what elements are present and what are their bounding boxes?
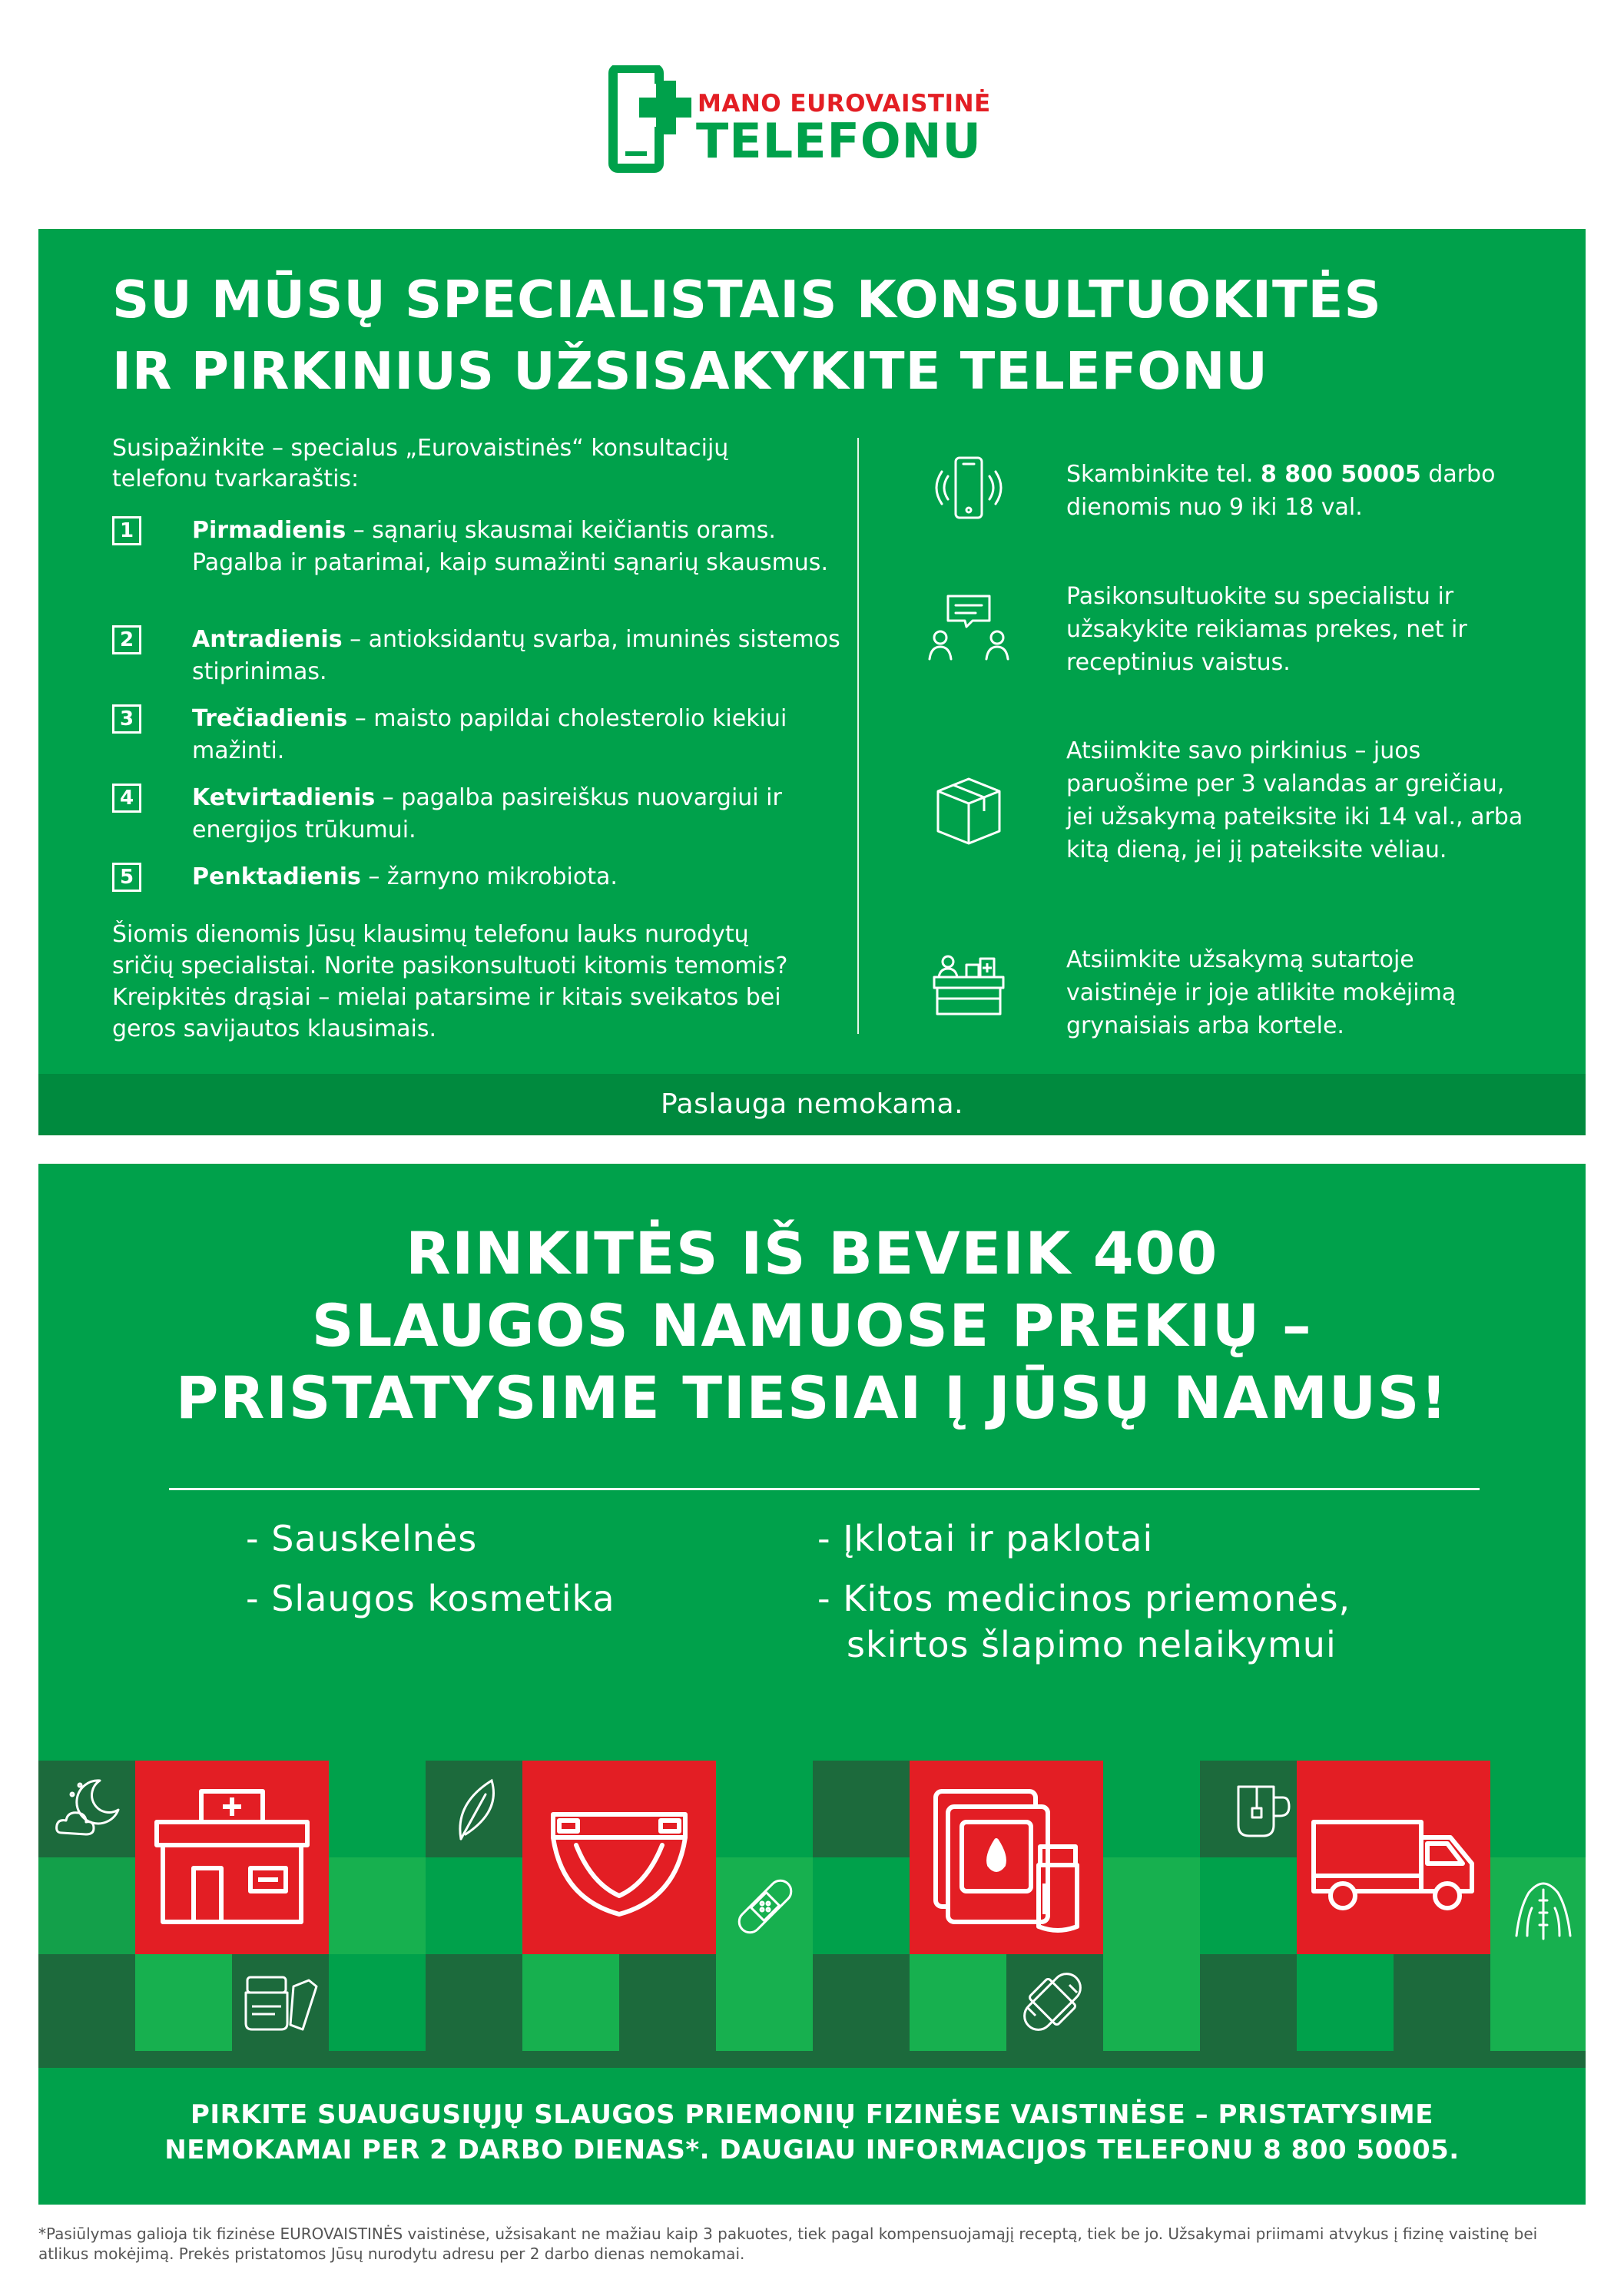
- day-number: 3: [112, 704, 141, 734]
- phone-icon: [926, 449, 1011, 533]
- logo-line2: TELEFONU: [696, 113, 982, 169]
- phone-number: 8 800 50005: [1260, 461, 1421, 488]
- day-topic: – žarnyno mikrobiota.: [360, 863, 618, 890]
- day-number: 1: [112, 516, 141, 545]
- diaper-icon: [522, 1761, 716, 1954]
- schedule-intro: Susipažinkite – specialus „Eurovaistinės“ konsultacijų telefonu tvarkaraštis:: [112, 435, 729, 492]
- footnote: *Pasiūlymas galioja tik fizinėse EUROVAISTINĖS vaistinėse, užsisakant ne mažiau kaip 3 pakuotes, tiek pagal kompensuojamąjį receptą, tiek be jo. Užsakymai priimami atvykus į fizinę vaistinę bei atlikus mokėjimą. Prekės pristatomos Jūsų nurodytu adresu per 2 darbo dienas nemokamai.: [38, 2225, 1538, 2263]
- phone-plus-logo-icon: [607, 65, 691, 173]
- consultation-panel: [38, 229, 1586, 1135]
- home-care-title: [38, 1218, 1586, 1434]
- step-pay: Atsiimkite užsakymą sutartoje vaistinėje ir joje atlikite mokėjimą grynaisiais arba kortele.: [1066, 946, 1457, 1039]
- day-name: Penktadienis: [192, 863, 361, 890]
- day-topic: – maisto papildai cholesterolio kiekiui mažinti.: [192, 705, 787, 764]
- icon-checkerboard: [38, 1761, 1586, 2068]
- free-service-bar: Paslauga nemokama.: [38, 1074, 1586, 1135]
- consultation-title: [112, 264, 1533, 407]
- home-care-footer-line2: NEMOKAMAI PER 2 DARBO DIENAS*. DAUGIAU INFORMACIJOS TELEFONU 8 800 50005.: [164, 2135, 1460, 2165]
- bandage-icon: [728, 1870, 802, 1943]
- delivery-truck-icon: [1297, 1761, 1490, 1954]
- home-care-panel: [38, 1164, 1586, 2205]
- tea-cup-icon: [1228, 1774, 1297, 1844]
- home-care-title-line1: RINKITĖS IŠ BEVEIK 400: [406, 1219, 1218, 1287]
- day-topic: – sąnarių skausmai keičiantis orams. Pagalba ir patarimai, kaip sumažinti sąnarių skausmus.: [192, 517, 828, 576]
- step-pickup: Atsiimkite savo pirkinius – juos paruošime per 3 valandas ar greičiau, jei užsakymą pateiksite iki 14 val., arba kitą dieną, jei jį pateiksite vėliau.: [1066, 737, 1523, 863]
- day-name: Trečiadienis: [192, 705, 348, 732]
- home-care-title-line3: PRISTATYSIME TIESIAI Į JŪSŲ NAMUS!: [175, 1363, 1449, 1432]
- home-care-title-line2: SLAUGOS NAMUOSE PREKIŲ –: [311, 1291, 1313, 1360]
- back-spine-icon: [1509, 1870, 1578, 1943]
- pads-icon: [1013, 1962, 1092, 2042]
- day-name: Antradienis: [192, 626, 343, 653]
- column-divider: [857, 438, 859, 1034]
- step-call: [1066, 458, 1527, 524]
- title-divider: [169, 1488, 1480, 1490]
- product-cosmetics: - Slaugos kosmetika: [246, 1578, 615, 1619]
- day-name: Ketvirtadienis: [192, 784, 376, 811]
- pharmacy-counter-icon: [926, 943, 1011, 1028]
- product-diapers: - Sauskelnės: [246, 1518, 478, 1559]
- product-medical-line2: skirtos šlapimo nelaikymui: [847, 1624, 1337, 1665]
- cosmetics-cream-icon: [240, 1963, 323, 2040]
- day-number: 5: [112, 863, 141, 892]
- product-medical: - Kitos medicinos priemonės,: [817, 1578, 1351, 1619]
- step-call-text: Skambinkite tel.: [1066, 461, 1261, 488]
- leaf-icon: [446, 1773, 507, 1847]
- logo-line1: MANO EUROVAISTINĖ: [698, 90, 991, 118]
- consultation-icon: [926, 582, 1011, 667]
- pharmacy-building-icon: [135, 1761, 329, 1954]
- step-consult: Pasikonsultuokite su specialistu ir užsakykite reikiamas prekes, net ir receptinius vaistus.: [1066, 583, 1467, 676]
- day-topic: – antioksidantų svarba, imuninės sistemos stiprinimas.: [192, 626, 840, 685]
- day-number: 4: [112, 784, 141, 813]
- home-care-footer-line1: PIRKITE SUAUGUSIŲJŲ SLAUGOS PRIEMONIŲ FIZINĖSE VAISTINĖSE – PRISTATYSIME: [191, 2099, 1433, 2130]
- consultation-title-line2: IR PIRKINIUS UŽSISAKYKITE TELEFONU: [112, 341, 1268, 401]
- day-number: 2: [112, 625, 141, 654]
- home-care-footer: [38, 2097, 1586, 2168]
- schedule-outro: Šiomis dienomis Jūsų klausimų telefonu lauks nurodytų sričių specialistai. Norite pasikonsultuoti kitomis temomis? Kreipkitės drąsiai – mielai patarsime ir kitais sveikatos bei geros savijautos klausimais.: [112, 921, 788, 1042]
- medical-supplies-icon: [910, 1761, 1103, 1954]
- day-topic: – pagalba pasireiškus nuovargiui ir energijos trūkumui.: [192, 784, 782, 843]
- brand-logo: [607, 65, 1022, 173]
- box-icon: [926, 768, 1011, 853]
- moon-cloud-icon: [49, 1771, 126, 1848]
- step-call-hours: darbo dienomis nuo 9 iki 18 val.: [1066, 461, 1496, 521]
- product-pads: - Įklotai ir paklotai: [817, 1518, 1154, 1559]
- day-name: Pirmadienis: [192, 517, 346, 544]
- consultation-title-line1: SU MŪSŲ SPECIALISTAIS KONSULTUOKITĖS: [112, 270, 1382, 330]
